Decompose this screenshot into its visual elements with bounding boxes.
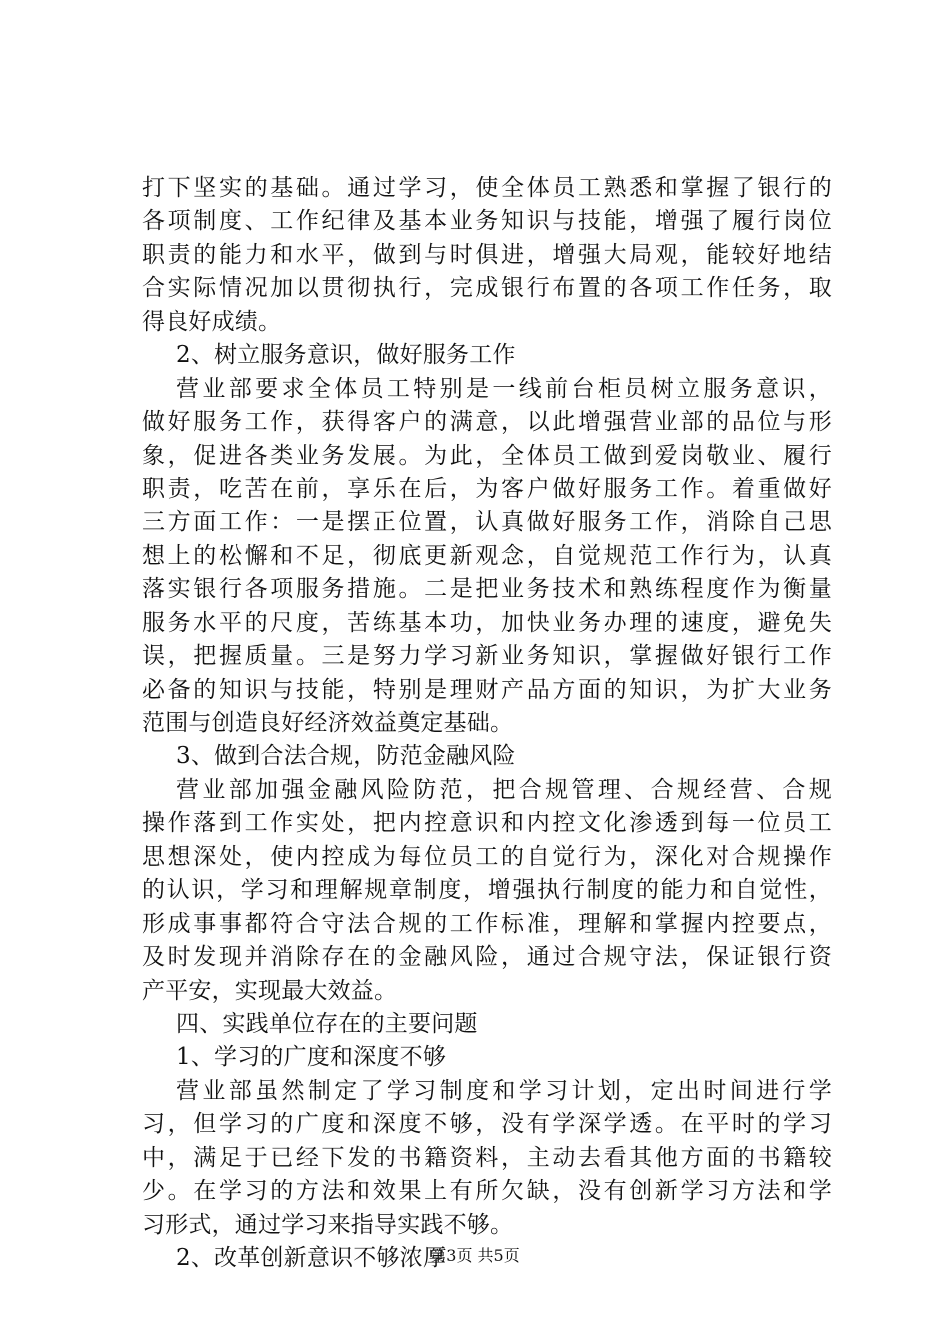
text-line: 得良好成绩。: [142, 308, 282, 335]
text-line: 职责，吃苦在前，享乐在后，为客户做好服务工作。着重做好: [142, 475, 832, 502]
text-line: 必备的知识与技能，特别是理财产品方面的知识，为扩大业务: [142, 676, 832, 703]
paragraph-first-line: 营业部虽然制定了学习制度和学习计划，定出时间进行学: [176, 1077, 832, 1104]
text-line: 习，但学习的广度和深度不够，没有学深学透。在平时的学习: [142, 1111, 832, 1138]
text-line: 操作落到工作实处，把内控意识和内控文化渗透到每一位员工: [142, 810, 832, 837]
text-line: 范围与创造良好经济效益奠定基础。: [142, 710, 514, 736]
text-line: 落实银行各项服务措施。二是把业务技术和熟练程度作为衡量: [142, 576, 832, 603]
text-line: 产平安，实现最大效益。: [142, 977, 398, 1004]
section-heading: 2、树立服务意识，做好服务工作: [176, 342, 516, 369]
text-line: 思想深处，使内控成为每位员工的自觉行为，深化对合规操作: [142, 843, 832, 870]
text-line: 职责的能力和水平，做到与时俱进，增强大局观，能较好地结: [142, 241, 832, 268]
text-line: 想上的松懈和不足，彻底更新观念，自觉规范工作行为，认真: [142, 542, 832, 569]
text-line: 合实际情况加以贯彻执行，完成银行布置的各项工作任务，取: [142, 275, 832, 302]
paragraph-first-line: 营业部加强金融风险防范，把合规管理、合规经营、合规: [176, 776, 832, 803]
text-line: 中，满足于已经下发的书籍资料，主动去看其他方面的书籍较: [142, 1144, 832, 1171]
text-line: 少。在学习的方法和效果上有所欠缺，没有创新学习方法和学: [142, 1178, 832, 1205]
text-line: 三方面工作：一是摆正位置，认真做好服务工作，消除自己思: [142, 509, 832, 536]
subsection-heading: 1、学习的广度和深度不够: [176, 1044, 447, 1071]
text-line: 打下坚实的基础。通过学习，使全体员工熟悉和掌握了银行的: [142, 175, 832, 201]
text-line: 象，促进各类业务发展。为此，全体员工做到爱岗敬业、履行: [142, 442, 832, 469]
text-line: 各项制度、工作纪律及基本业务知识与技能，增强了履行岗位: [142, 208, 832, 235]
page-footer: 第3页 共5页: [430, 1246, 520, 1265]
section-heading: 四、实践单位存在的主要问题: [176, 1010, 478, 1037]
text-line: 服务水平的尺度，苦练基本功，加快业务办理的速度，避免失: [142, 609, 832, 636]
text-line: 的认识，学习和理解规章制度，增强执行制度的能力和自觉性，: [142, 877, 832, 904]
text-line: 习形式，通过学习来指导实践不够。: [142, 1211, 514, 1238]
text-line: 形成事事都符合守法合规的工作标准，理解和掌握内控要点，: [142, 910, 832, 937]
text-line: 做好服务工作，获得客户的满意，以此增强营业部的品位与形: [142, 409, 832, 436]
section-heading: 3、做到合法合规，防范金融风险: [176, 743, 516, 770]
text-line: 及时发现并消除存在的金融风险，通过合规守法，保证银行资: [142, 944, 832, 971]
paragraph-first-line: 营业部要求全体员工特别是一线前台柜员树立服务意识，: [176, 375, 832, 402]
text-line: 误，把握质量。三是努力学习新业务知识，掌握做好银行工作: [142, 643, 832, 670]
subsection-heading: 2、改革创新意识不够浓厚: [176, 1245, 447, 1271]
body-text: [142, 172, 832, 1275]
